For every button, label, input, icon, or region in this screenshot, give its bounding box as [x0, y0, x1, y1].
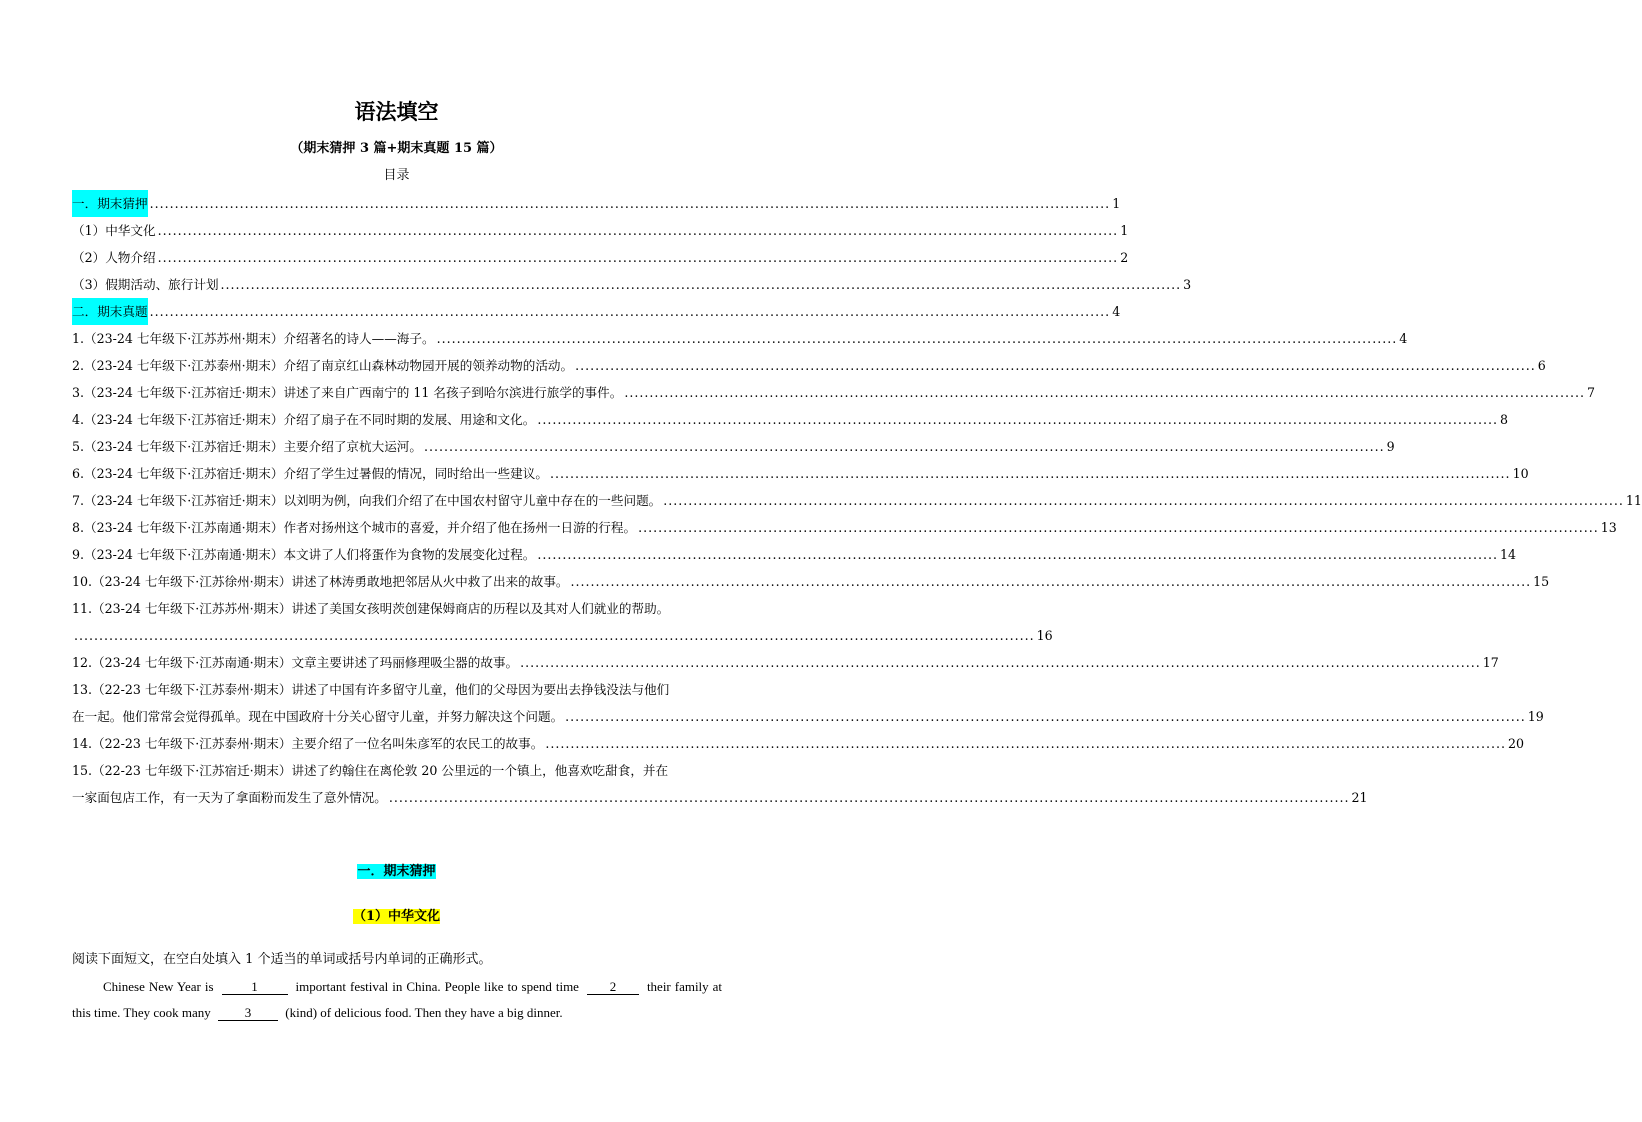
- toc-entry-page: 8: [1499, 412, 1508, 427]
- toc-entry-page: 11: [1625, 493, 1642, 508]
- toc-entry[interactable]: 7.（23-24 七年级下·江苏宿迁·期末）以刘明为例，向我们介绍了在中国农村留守儿童中存在的一些问题。 ................................................................................................................................................................................................ 11: [72, 487, 722, 514]
- toc-entry-title: 2.（23-24 七年级下·江苏泰州·期末）介绍了南京红山森林动物园开展的领养动物的活动。: [72, 358, 574, 373]
- blank-1[interactable]: 1: [222, 979, 288, 995]
- toc-entry-page: 19: [1527, 709, 1544, 724]
- toc-entry-title: 12.（23-24 七年级下·江苏南通·期末）文章主要讲述了玛丽修理吸尘器的故事。: [72, 655, 519, 670]
- toc-entry[interactable]: 11.（23-24 七年级下·江苏苏州·期末）讲述了美国女孩明茨创建保姆商店的历程以及其对人们就业的帮助。 ................................................................................................................................................................................................ 16: [72, 595, 722, 649]
- blank-3[interactable]: 3: [218, 1005, 278, 1021]
- toc-entry-title: 3.（23-24 七年级下·江苏宿迁·期末）讲述了来自广西南宁的 11 名孩子到哈尔滨进行旅学的事件。: [72, 385, 623, 400]
- toc-entry-page: 9: [1386, 439, 1395, 454]
- toc-entry[interactable]: 6.（23-24 七年级下·江苏宿迁·期末）介绍了学生过暑假的情况，同时给出一些建议。 ................................................................................................................................................................................................ 10: [72, 460, 722, 487]
- toc-entry[interactable]: （3）假期活动、旅行计划 ................................................................................................................................................................................................ 3: [72, 271, 722, 298]
- toc-entry-page: 2: [1120, 250, 1129, 265]
- exercise-passage: Chinese New Year is 1 important festival in China. People like to spend time 2 their family at this time. They cook many 3 (kind) of delicious food. Then they have a big dinner.: [72, 979, 723, 1020]
- toc-entry-title: 10.（23-24 七年级下·江苏徐州·期末）讲述了林涛勇敢地把邻居从火中救了出来的故事。: [72, 574, 569, 589]
- toc-entry-title: 13.（22-23 七年级下·江苏泰州·期末）讲述了中国有许多留守儿童，他们的父母因为要出去挣钱没法与他们: [72, 682, 670, 697]
- toc-entry-page: 17: [1482, 655, 1499, 670]
- toc-entry-title: 14.（22-23 七年级下·江苏泰州·期末）主要介绍了一位名叫朱彦军的农民工的故事。: [72, 736, 544, 751]
- toc-entry-page: 1: [1112, 196, 1121, 211]
- toc-entry-page: 1: [1120, 223, 1129, 238]
- toc-entry-page: 6: [1537, 358, 1546, 373]
- toc-entry-page: 14: [1499, 547, 1516, 562]
- toc-heading: 目录: [383, 168, 410, 183]
- toc-entry-title: 1.（23-24 七年级下·江苏苏州·期末）介绍著名的诗人——海子。: [72, 331, 435, 346]
- toc-entry-page: 4: [1112, 304, 1121, 319]
- toc-entry-title: 15.（22-23 七年级下·江苏宿迁·期末）讲述了约翰住在离伦敦 20 公里远的一个镇上，他喜欢吃甜食，并在: [72, 763, 669, 778]
- toc-entry[interactable]: 15.（22-23 七年级下·江苏宿迁·期末）讲述了约翰住在离伦敦 20 公里远的一个镇上，他喜欢吃甜食，并在 一家面包店工作，有一天为了拿面粉而发生了意外情况。 ................................................................................................................................................................................................ 21: [72, 757, 722, 811]
- toc-entry-title: 6.（23-24 七年级下·江苏宿迁·期末）介绍了学生过暑假的情况，同时给出一些建议。: [72, 466, 548, 481]
- toc-entry-title: 11.（23-24 七年级下·江苏苏州·期末）讲述了美国女孩明茨创建保姆商店的历程以及其对人们就业的帮助。: [72, 601, 670, 616]
- table-of-contents: [72, 190, 1642, 811]
- toc-entry[interactable]: 10.（23-24 七年级下·江苏徐州·期末）讲述了林涛勇敢地把邻居从火中救了出来的故事。 ................................................................................................................................................................................................ 15: [72, 568, 722, 595]
- toc-entry-page: 7: [1586, 385, 1595, 400]
- toc-entry-title: 7.（23-24 七年级下·江苏宿迁·期末）以刘明为例，向我们介绍了在中国农村留守儿童中存在的一些问题。: [72, 493, 662, 508]
- toc-entry[interactable]: 4.（23-24 七年级下·江苏宿迁·期末）介绍了扇子在不同时期的发展、用途和文化。 ................................................................................................................................................................................................ 8: [72, 406, 722, 433]
- toc-entry[interactable]: 13.（22-23 七年级下·江苏泰州·期末）讲述了中国有许多留守儿童，他们的父母因为要出去挣钱没法与他们 在一起。他们常常会觉得孤单。现在中国政府十分关心留守儿童，并努力解决这个问题。 ................................................................................................................................................................................................ 19: [72, 676, 722, 730]
- toc-entry[interactable]: （2）人物介绍 ................................................................................................................................................................................................ 2: [72, 244, 722, 271]
- toc-entry-page: 4: [1399, 331, 1408, 346]
- toc-entry-title: （2）人物介绍: [72, 250, 156, 265]
- toc-entry-title: （3）假期活动、旅行计划: [72, 277, 219, 292]
- toc-entry-title: 5.（23-24 七年级下·江苏宿迁·期末）主要介绍了京杭大运河。: [72, 439, 422, 454]
- toc-entry[interactable]: 二．期末真题 ................................................................................................................................................................................................ 4: [72, 298, 722, 325]
- toc-entry-page: 15: [1533, 574, 1550, 589]
- toc-entry[interactable]: 12.（23-24 七年级下·江苏南通·期末）文章主要讲述了玛丽修理吸尘器的故事。 ................................................................................................................................................................................................ 17: [72, 649, 722, 676]
- document-title: 语法填空: [354, 100, 439, 124]
- toc-entry[interactable]: 2.（23-24 七年级下·江苏泰州·期末）介绍了南京红山森林动物园开展的领养动物的活动。 ................................................................................................................................................................................................ 6: [72, 352, 722, 379]
- toc-entry-title: 一．期末猜押: [72, 190, 148, 217]
- blank-2[interactable]: 2: [587, 979, 639, 995]
- toc-entry-page: 20: [1507, 736, 1524, 751]
- section-heading: 一．期末猜押: [357, 864, 436, 879]
- toc-entry[interactable]: （1）中华文化 ................................................................................................................................................................................................ 1: [72, 217, 722, 244]
- exercise-instruction: 阅读下面短文，在空白处填入 1 个适当的单词或括号内单词的正确形式。: [72, 952, 492, 967]
- toc-entry-title: 二．期末真题: [72, 298, 148, 325]
- toc-entry-title: （1）中华文化: [72, 223, 156, 238]
- subsection-heading: （1）中华文化: [352, 909, 441, 924]
- toc-entry-page: 16: [1036, 628, 1053, 643]
- toc-entry[interactable]: 8.（23-24 七年级下·江苏南通·期末）作者对扬州这个城市的喜爱，并介绍了他在扬州一日游的行程。 ................................................................................................................................................................................................ 13: [72, 514, 722, 541]
- toc-entry[interactable]: 3.（23-24 七年级下·江苏宿迁·期末）讲述了来自广西南宁的 11 名孩子到哈尔滨进行旅学的事件。 ................................................................................................................................................................................................ 7: [72, 379, 722, 406]
- toc-entry-page: 13: [1600, 520, 1617, 535]
- toc-entry-page: 21: [1351, 790, 1368, 805]
- toc-entry[interactable]: 1.（23-24 七年级下·江苏苏州·期末）介绍著名的诗人——海子。 ................................................................................................................................................................................................ 4: [72, 325, 722, 352]
- toc-entry-page: 3: [1183, 277, 1192, 292]
- toc-entry-title: 9.（23-24 七年级下·江苏南通·期末）本文讲了人们将蛋作为食物的发展变化过程。: [72, 547, 536, 562]
- toc-entry[interactable]: 9.（23-24 七年级下·江苏南通·期末）本文讲了人们将蛋作为食物的发展变化过程。 ................................................................................................................................................................................................ 14: [72, 541, 722, 568]
- toc-entry-page: 10: [1512, 466, 1529, 481]
- toc-entry[interactable]: 14.（22-23 七年级下·江苏泰州·期末）主要介绍了一位名叫朱彦军的农民工的故事。 ................................................................................................................................................................................................ 20: [72, 730, 722, 757]
- toc-entry[interactable]: 一．期末猜押 ................................................................................................................................................................................................ 1: [72, 190, 722, 217]
- toc-entry[interactable]: 5.（23-24 七年级下·江苏宿迁·期末）主要介绍了京杭大运河。 ................................................................................................................................................................................................ 9: [72, 433, 722, 460]
- document-subtitle: （期末猜押 3 篇+期末真题 15 篇）: [290, 141, 503, 156]
- toc-entry-title: 4.（23-24 七年级下·江苏宿迁·期末）介绍了扇子在不同时期的发展、用途和文化。: [72, 412, 536, 427]
- toc-entry-title: 8.（23-24 七年级下·江苏南通·期末）作者对扬州这个城市的喜爱，并介绍了他在扬州一日游的行程。: [72, 520, 637, 535]
